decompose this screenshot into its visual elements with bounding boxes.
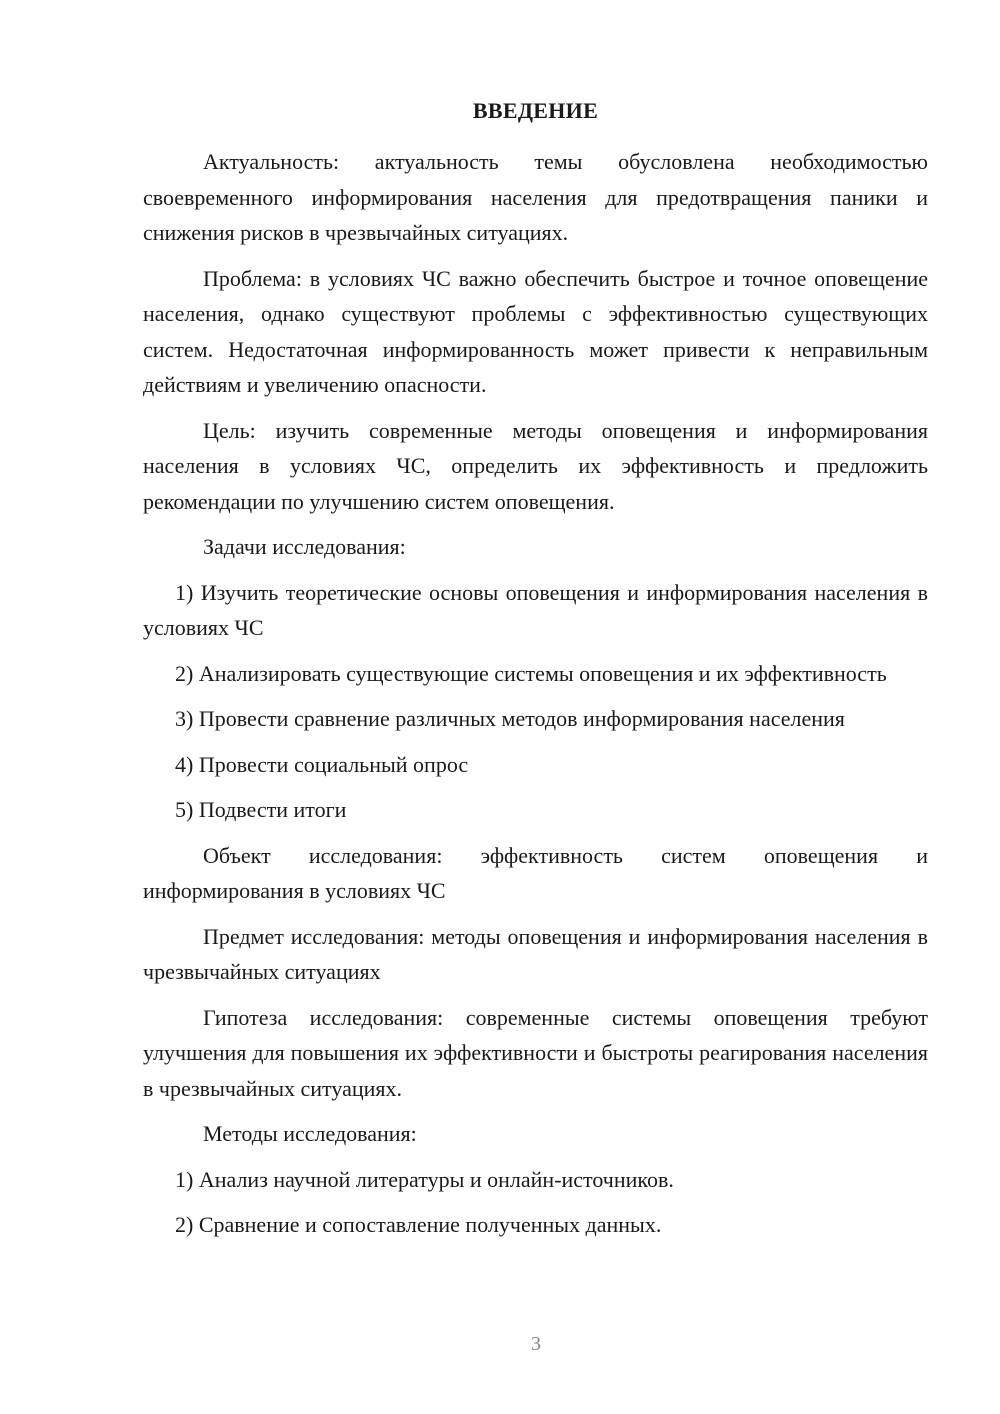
task-item-5: 5) Подвести итоги — [175, 797, 347, 822]
paragraph-subject: Предмет исследования: методы оповещения и информирования населения в чрезвычайных ситуациях — [143, 923, 928, 984]
document-page — [143, 96, 928, 1253]
task-item-4: 4) Провести социальный опрос — [175, 751, 469, 777]
page-number: 3 — [531, 1333, 541, 1355]
paragraph-hypothesis: Гипотеза исследования: современные системы оповещения требуют улучшения для повышения их эффективности и быстроты реагирования населения в чрезвычайных ситуациях. — [143, 1004, 928, 1101]
paragraph-object: Объект исследования: эффективность систем оповещения и информирования в условиях ЧС — [143, 842, 928, 903]
paragraph-relevance: Актуальность: актуальность темы обусловлена необходимостью своевременного информирования населения для предотвращения паники и снижения рисков в чрезвычайных ситуациях. — [143, 149, 928, 245]
method-item-1: 1) Анализ научной литературы и онлайн-источников. — [175, 1166, 674, 1192]
paragraph-problem: Проблема: в условиях ЧС важно обеспечить быстрое и точное оповещение населения, однако существуют проблемы с эффективностью существующих систем. Недостаточная информированность может привести к неправильным действиям и увеличению опасности. — [143, 265, 928, 397]
paragraph-goal: Цель: изучить современные методы оповещения и информирования населения в условиях ЧС, определить их эффективность и предложить рекомендации по улучшению систем оповещения. — [143, 417, 928, 514]
task-item-1: 1) Изучить теоретические основы оповещения и информирования населения в условиях ЧС — [143, 579, 928, 640]
task-item-3: 3) Провести сравнение различных методов информирования населения — [175, 706, 845, 731]
tasks-heading: Задачи исследования: — [203, 534, 406, 559]
methods-heading: Методы исследования: — [203, 1121, 417, 1146]
task-item-2: 2) Анализировать существующие системы оповещения и их эффективность — [175, 660, 887, 686]
method-item-2: 2) Сравнение и сопоставление полученных данных. — [175, 1212, 662, 1237]
page-title: ВВЕДЕНИЕ — [472, 98, 599, 123]
